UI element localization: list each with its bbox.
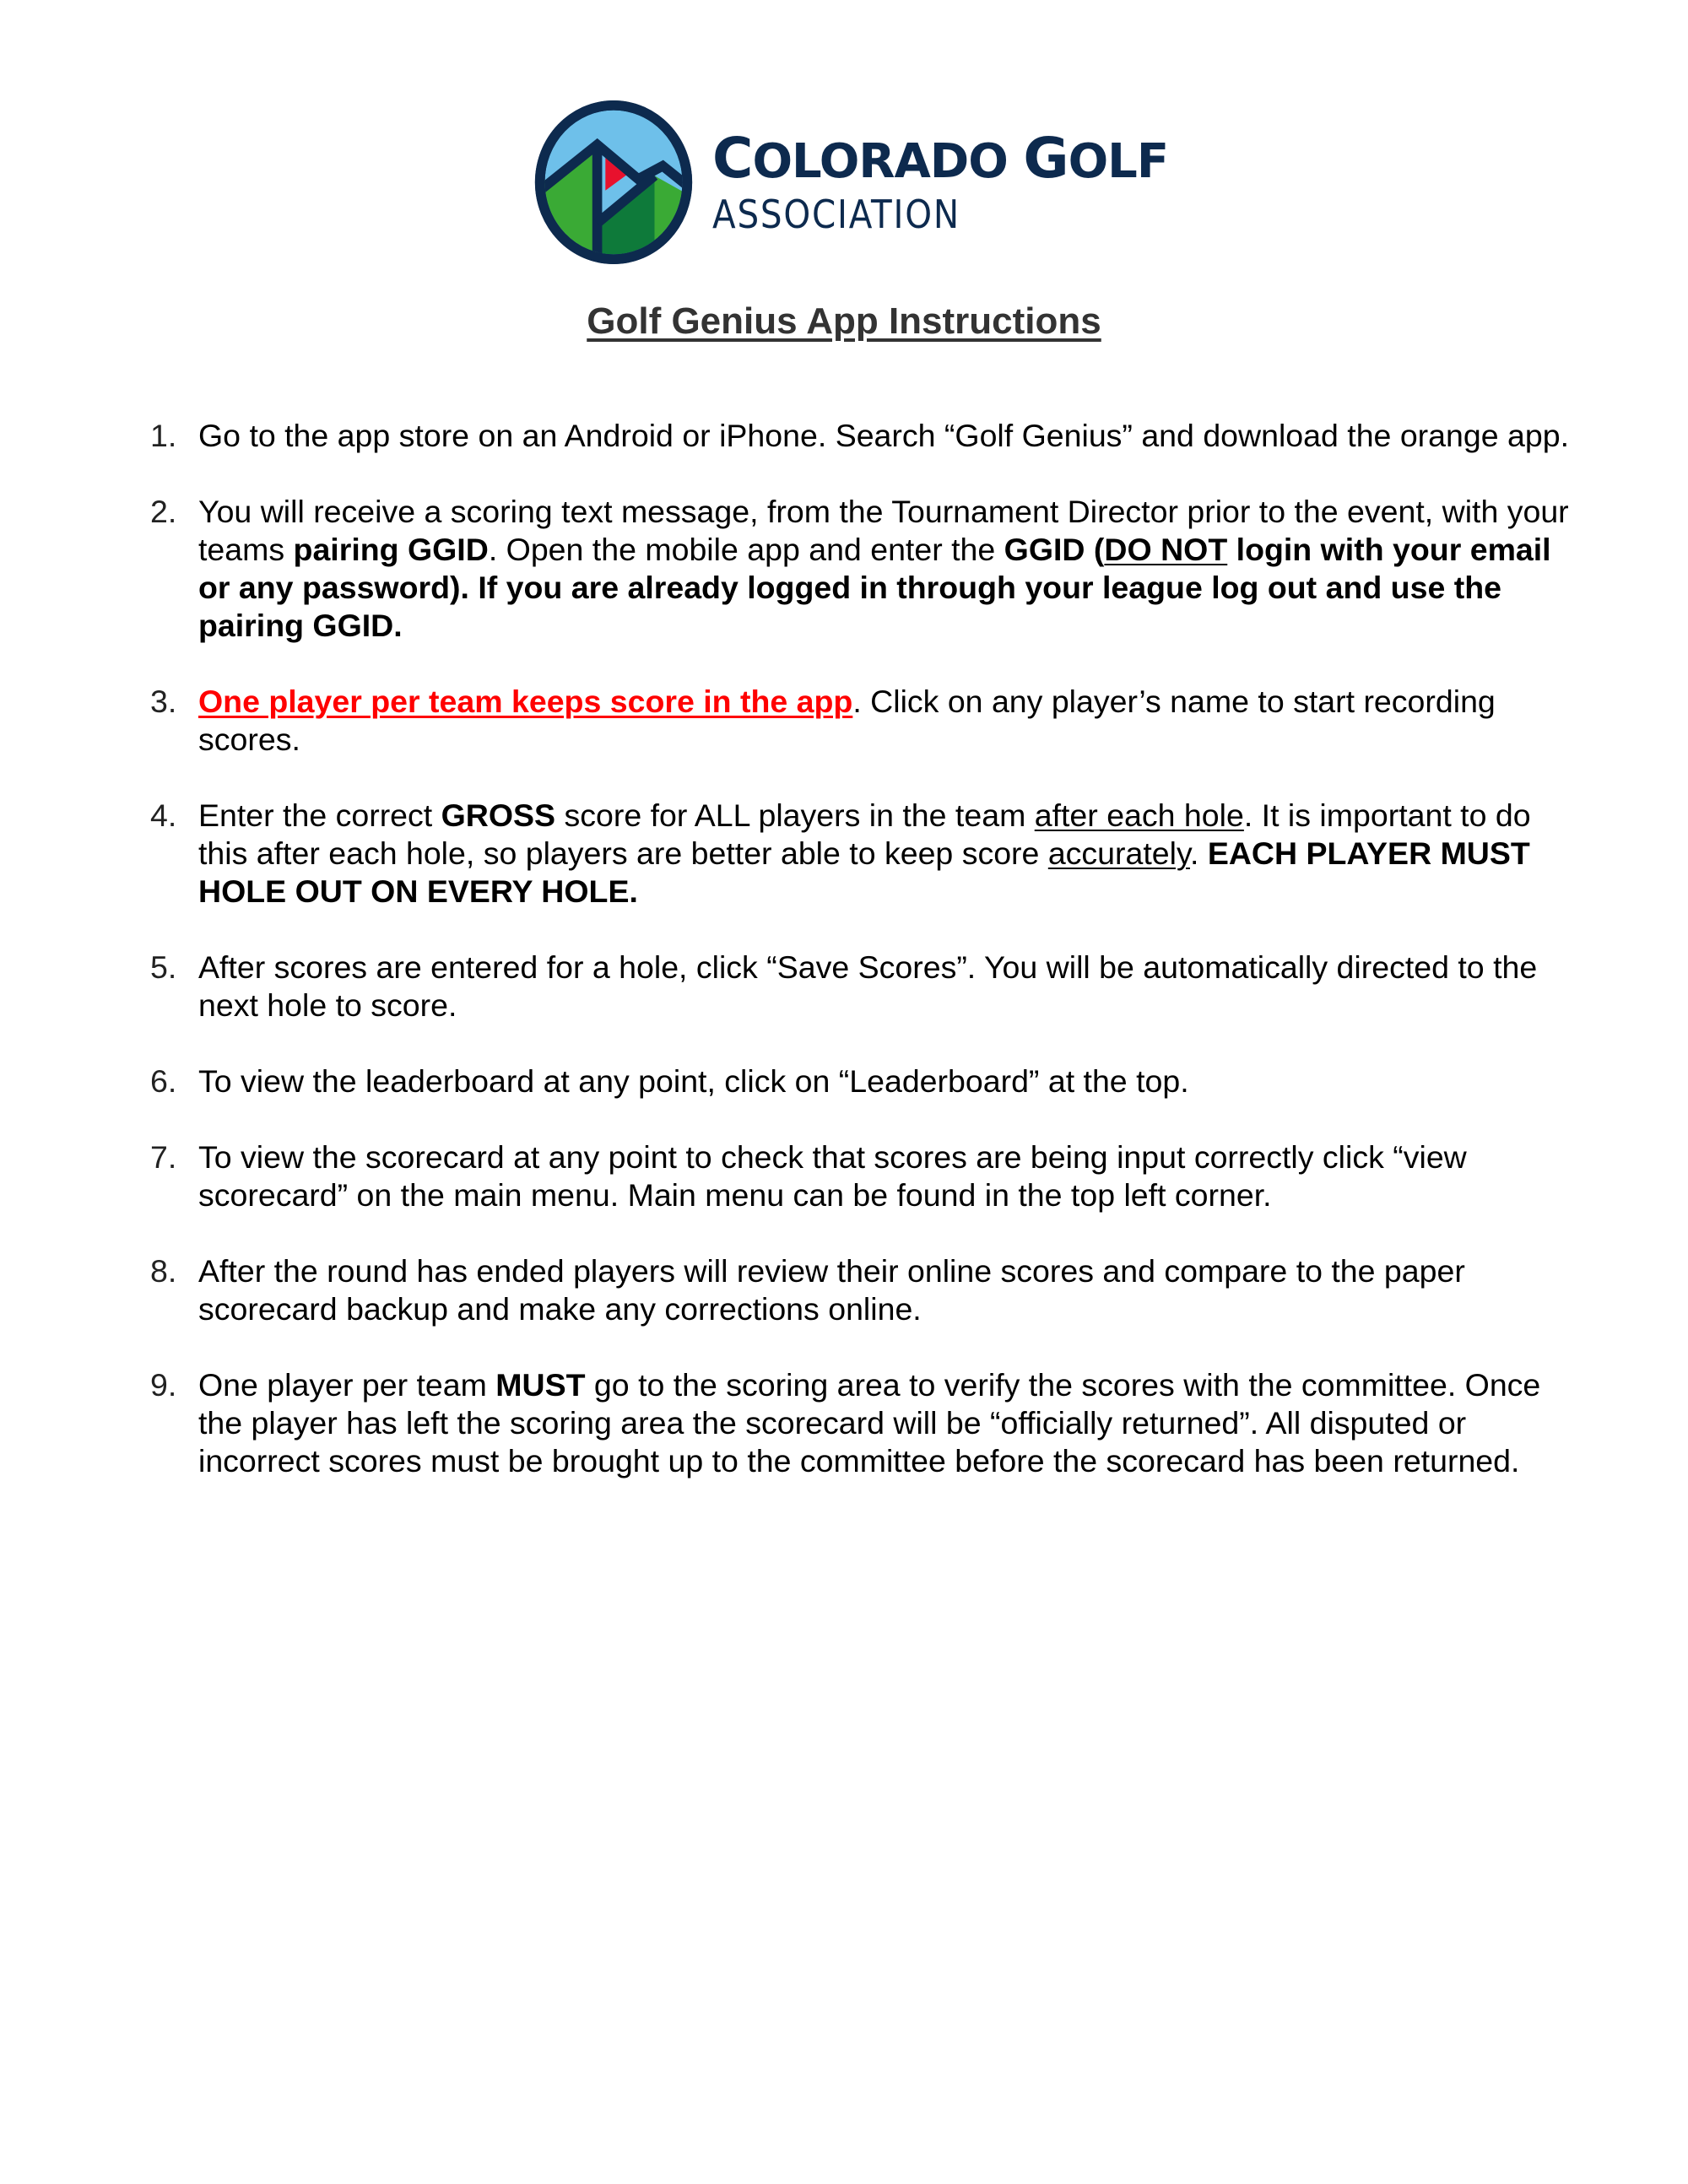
bold-text: GROSS [441, 797, 556, 833]
bold-text: EACH PLAYER MUST HOLE OUT ON EVERY HOLE. [198, 835, 1530, 909]
item-number: 2. [150, 494, 177, 529]
item-number: 5. [150, 949, 177, 985]
item-number: 8. [150, 1253, 177, 1289]
bold-text: GGID ( [1004, 532, 1105, 567]
item-text: To view the leaderboard at any point, click on “Leaderboard” at the top. [198, 1063, 1189, 1099]
page-title: Golf Genius App Instructions [587, 300, 1101, 342]
instructions-list [150, 417, 1585, 1518]
item-number: 9. [150, 1367, 177, 1403]
item-text: . Open the mobile app and enter the [488, 532, 1004, 567]
underlined-text: accurately [1047, 835, 1190, 871]
logo-line-colorado-golf [712, 126, 1169, 191]
bold-text: login with your email or any password). If you are already logged in through your league log out and use the pairing GGID. [198, 532, 1551, 643]
item-text: After the round has ended players will review their online scores and compare to the paper scorecard backup and make any corrections online. [198, 1253, 1465, 1327]
logo-initial-g: G [1023, 126, 1069, 191]
item-number: 6. [150, 1063, 177, 1099]
item-text: After scores are entered for a hole, click “Save Scores”. You will be automatically directed to the next hole to score. [198, 949, 1538, 1023]
instruction-item-1 [150, 417, 1585, 455]
item-text: Enter the correct [198, 797, 441, 833]
logo-initial-c: C [712, 126, 753, 191]
item-number: 1. [150, 418, 177, 453]
item-text: Go to the app store on an Android or iPhone. Search “Golf Genius” and download the orange app. [198, 418, 1569, 453]
instruction-item-6 [150, 1062, 1585, 1100]
logo-olf: OLF [1068, 134, 1169, 189]
bold-text: pairing GGID [293, 532, 489, 567]
item-number: 4. [150, 797, 177, 833]
logo-line-association: ASSOCIATION [712, 192, 960, 237]
instruction-item-2 [150, 493, 1585, 645]
item-number: 3. [150, 684, 177, 719]
mountain-flag-emblem-icon [532, 100, 695, 264]
colorado-golf-association-logo [532, 100, 1168, 265]
instruction-item-4 [150, 797, 1585, 911]
instruction-item-7 [150, 1138, 1585, 1214]
instruction-item-8 [150, 1252, 1585, 1328]
instruction-item-9 [150, 1366, 1585, 1480]
item-text: score for ALL players in the team [555, 797, 1035, 833]
red-emphasis-text: One player per team keeps score in the app [198, 684, 853, 719]
bold-text: MUST [495, 1367, 586, 1403]
instruction-item-5 [150, 949, 1585, 1024]
item-number: 7. [150, 1139, 177, 1175]
underlined-text: after each hole [1034, 797, 1244, 833]
item-text: . [1189, 835, 1208, 871]
item-text: To view the scorecard at any point to check that scores are being input correctly click “view scorecard” on the main menu. Main menu can be found in the top left corner. [198, 1139, 1467, 1213]
bold-underlined-text: DO NOT [1104, 532, 1228, 567]
logo-wordmark [712, 126, 1169, 237]
logo-olorado: OLORADO [752, 134, 1024, 189]
item-text: You will receive a scoring text message, from the Tournament Director prior to the event, with your teams [198, 494, 1569, 567]
item-text: . Click on any player’s name to start recording scores. [198, 684, 1496, 757]
item-text: One player per team [198, 1367, 496, 1403]
instruction-item-3 [150, 683, 1585, 759]
item-text: go to the scoring area to verify the scores with the committee. Once the player has left the scoring area the scorecard will be “officially returned”. All disputed or incorrect scores must be brought up to the committee before the scorecard has been returned. [198, 1367, 1541, 1479]
item-text: . It is important to do this after each hole, so players are better able to keep score [198, 797, 1531, 871]
